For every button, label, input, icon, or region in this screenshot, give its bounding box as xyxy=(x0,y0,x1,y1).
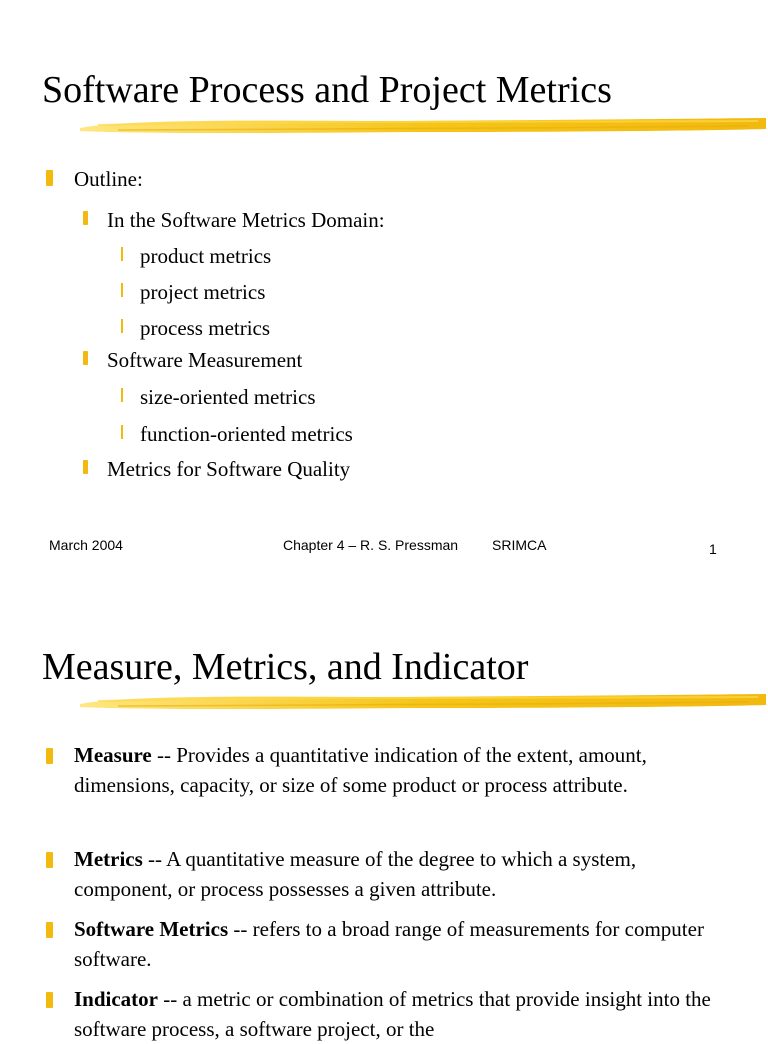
slide-2-title: Measure, Metrics, and Indicator xyxy=(42,646,529,688)
bullet-icon xyxy=(121,425,123,439)
definition-metrics xyxy=(74,844,734,904)
definition-term: Software Metrics xyxy=(74,917,229,941)
page-number: 1 xyxy=(709,541,717,557)
definition-measure xyxy=(74,740,734,800)
function-oriented-bullet: function-oriented metrics xyxy=(140,421,353,447)
size-oriented-bullet: size-oriented metrics xyxy=(140,384,316,410)
bullet-icon xyxy=(121,388,123,402)
domain-bullet: In the Software Metrics Domain: xyxy=(107,207,385,233)
footer-date: March 2004 xyxy=(49,537,123,553)
bullet-icon xyxy=(121,247,123,261)
bullet-icon xyxy=(83,211,88,225)
bullet-icon xyxy=(46,852,53,868)
definition-term: Measure xyxy=(74,743,152,767)
bullet-icon xyxy=(46,922,53,938)
software-measurement-bullet: Software Measurement xyxy=(107,347,302,373)
definition-term: Metrics xyxy=(74,847,143,871)
definition-text: -- refers to a broad range of measurements for computer software. xyxy=(74,917,704,971)
bullet-icon xyxy=(46,748,53,764)
project-metrics-bullet: project metrics xyxy=(140,279,265,305)
footer-chapter: Chapter 4 – R. S. Pressman xyxy=(283,537,459,553)
bullet-icon xyxy=(83,460,88,474)
product-metrics-bullet: product metrics xyxy=(140,243,271,269)
title-underline-brush xyxy=(78,112,768,138)
definition-text: -- Provides a quantitative indication of the extent, amount, dimensions, capacity, or size of some product or process attribute. xyxy=(74,743,647,797)
outline-bullet: Outline: xyxy=(74,166,143,192)
definition-text: -- A quantitative measure of the degree to which a system, component, or process possesses a given attribute. xyxy=(74,847,637,901)
definition-indicator xyxy=(74,984,734,1044)
definition-text: -- a metric or combination of metrics that provide insight into the software process, a software project, or the xyxy=(74,987,711,1041)
bullet-icon xyxy=(83,351,88,365)
software-quality-bullet: Metrics for Software Quality xyxy=(107,456,350,482)
definition-term: Indicator xyxy=(74,987,158,1011)
slide-1-title: Software Process and Project Metrics xyxy=(42,69,612,111)
bullet-icon xyxy=(46,992,53,1008)
bullet-icon xyxy=(46,170,53,186)
bullet-icon xyxy=(121,283,123,297)
title-underline-brush xyxy=(78,688,768,714)
slide-2 xyxy=(0,620,768,1041)
footer-org: SRIMCA xyxy=(492,537,547,553)
bullet-icon xyxy=(121,319,123,333)
process-metrics-bullet: process metrics xyxy=(140,315,270,341)
definition-software-metrics xyxy=(74,914,734,974)
